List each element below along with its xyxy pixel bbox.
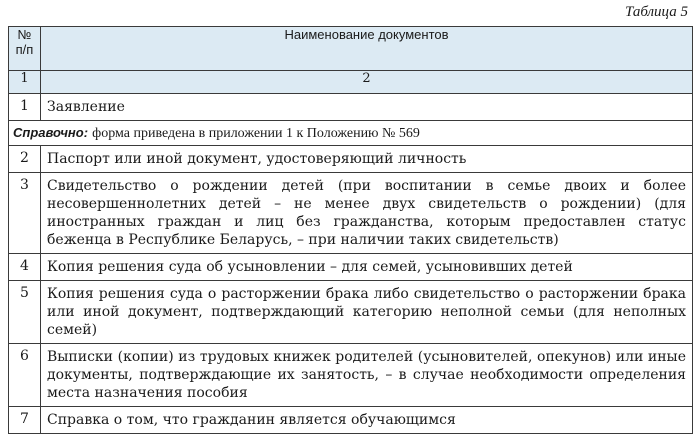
table-row — [9, 344, 693, 407]
column-index-1: 1 — [9, 71, 41, 94]
table-row — [9, 254, 693, 281]
header-number-cell — [9, 27, 41, 71]
table-caption: Таблица 5 — [625, 4, 688, 20]
header-number-abbrev: п/п — [15, 42, 34, 57]
row-number: 5 — [9, 281, 41, 344]
note-text: форма приведена в приложении 1 к Положению № 569 — [92, 126, 420, 141]
row-text: Паспорт или иной документ, удостоверяющий личность — [41, 146, 693, 173]
header-name-cell: Наименование документов — [41, 27, 693, 71]
row-text: Выписки (копии) из трудовых книжек родителей (усыновителей, опекунов) или иные документы, подтверждающие их занятость, – в случае необходимости определения места назначения пособия — [41, 344, 693, 407]
row-text: Копия решения суда об усыновлении – для семей, усыновивших детей — [41, 254, 693, 281]
table-header-row — [9, 27, 693, 71]
row-number: 3 — [9, 173, 41, 254]
column-index-row — [9, 71, 693, 94]
table-row — [9, 281, 693, 344]
note-row — [9, 121, 693, 146]
table-row — [9, 173, 693, 254]
row-number: 7 — [9, 407, 41, 434]
column-index-2: 2 — [41, 71, 693, 94]
row-text: Справка о том, что гражданин является обучающимся — [41, 407, 693, 434]
row-text: Копия решения суда о расторжении брака либо свидетельство о расторжении брака или иной документ, подтверждающий категорию неполной семьи (для неполных семей) — [41, 281, 693, 344]
note-cell — [9, 121, 693, 146]
row-text: Свидетельство о рождении детей (при воспитании в семье двоих и более несовершеннолетних детей – не менее двух свидетельств о рождении) (для иностранных граждан и лиц без гражданства, которым предоставлен статус беженца в Республике Беларусь, – при наличии таких свидетельств) — [41, 173, 693, 254]
row-number: 1 — [9, 94, 41, 121]
row-text: Заявление — [41, 94, 693, 121]
row-number: 4 — [9, 254, 41, 281]
table-row — [9, 407, 693, 434]
documents-table — [8, 26, 693, 434]
table-row — [9, 146, 693, 173]
note-prefix: Справочно: — [13, 125, 89, 140]
row-number: 2 — [9, 146, 41, 173]
table-row — [9, 94, 693, 121]
row-number: 6 — [9, 344, 41, 407]
header-number-symbol: № — [17, 27, 32, 42]
